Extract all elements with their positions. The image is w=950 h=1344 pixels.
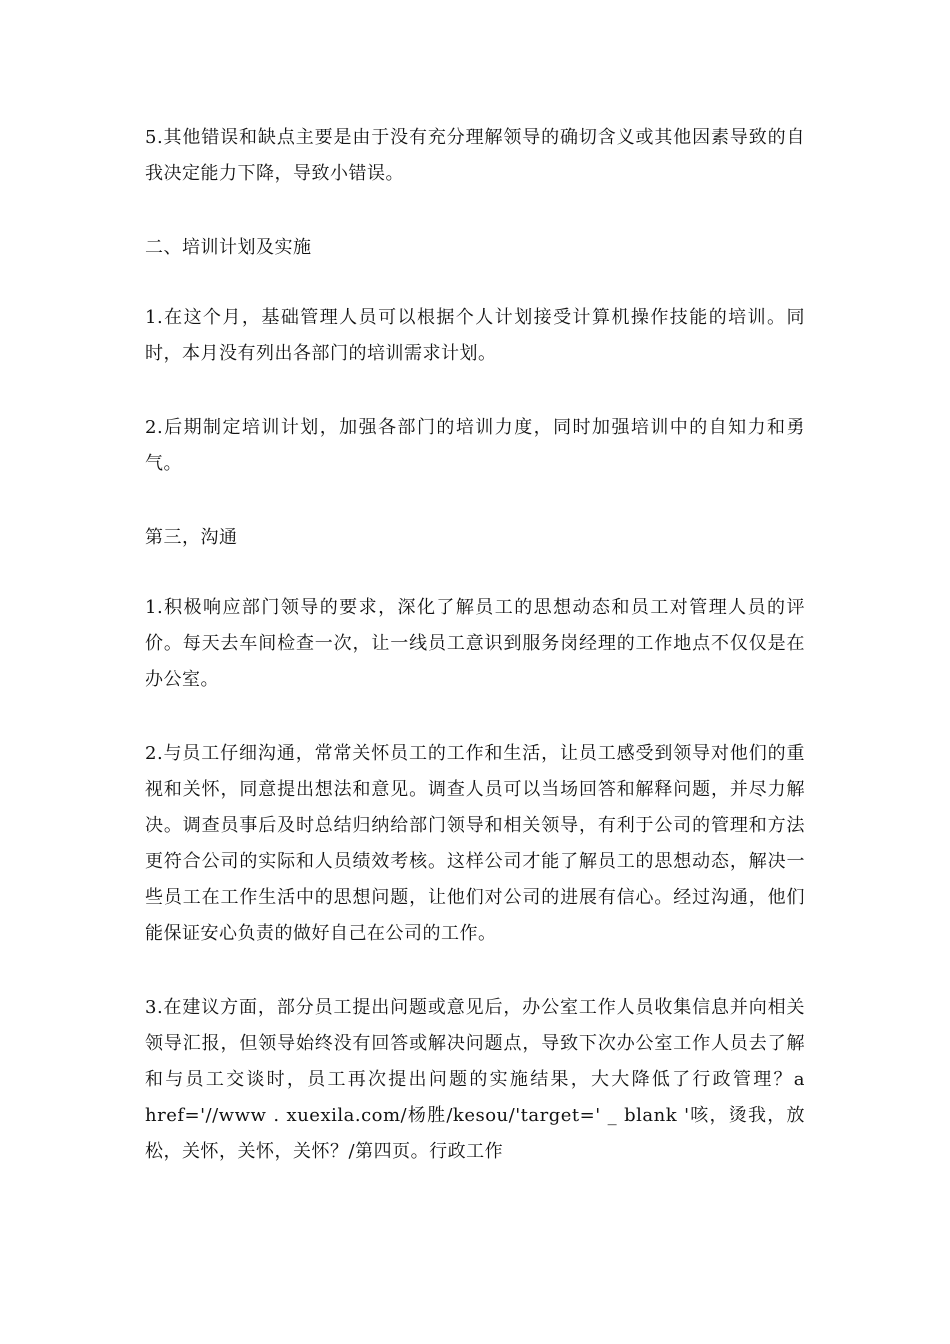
paragraph-training-1: 1.在这个月，基础管理人员可以根据个人计划接受计算机操作技能的培训。同时，本月没有列出各部门的培训需求计划。 xyxy=(145,307,805,364)
paragraph-training-2: 2.后期制定培训计划，加强各部门的培训力度，同时加强培训中的自知力和勇气。 xyxy=(145,417,805,474)
paragraph-communication-2: 2.与员工仔细沟通，常常关怀员工的工作和生活，让员工感受到领导对他们的重视和关怀，同意提出想法和意见。调查人员可以当场回答和解释问题，并尽力解决。调查员事后及时总结归纳给部门领导和相关领导，有利于公司的管理和方法更符合公司的实际和人员绩效考核。这样公司才能了解员工的思想动态，解决一些员工在工作生活中的思想问题，让他们对公司的进展有信心。经过沟通，他们能保证安心负责的做好自己在公司的工作。 xyxy=(145,743,805,944)
section-heading-communication: 第三，沟通 xyxy=(145,527,238,548)
paragraph-communication-3: 3.在建议方面，部分员工提出问题或意见后，办公室工作人员收集信息并向相关领导汇报，但领导始终没有回答或解决问题点，导致下次办公室工作人员去了解和与员工交谈时，员工再次提出问题的实施结果，大大降低了行政管理？a href='//www . xuexila.com/杨胜/kesou/'target=' _ blank '咳，烫我，放松，关怀，关怀，关怀？/第四页。行政工作 xyxy=(145,997,805,1162)
section-heading-training: 二、培训计划及实施 xyxy=(145,237,312,258)
paragraph-communication-1: 1.积极响应部门领导的要求，深化了解员工的思想动态和员工对管理人员的评价。每天去车间检查一次，让一线员工意识到服务岗经理的工作地点不仅仅是在办公室。 xyxy=(145,597,805,690)
paragraph-other-errors: 5.其他错误和缺点主要是由于没有充分理解领导的确切含义或其他因素导致的自我决定能力下降，导致小错误。 xyxy=(145,127,805,184)
document-page xyxy=(145,120,805,1208)
